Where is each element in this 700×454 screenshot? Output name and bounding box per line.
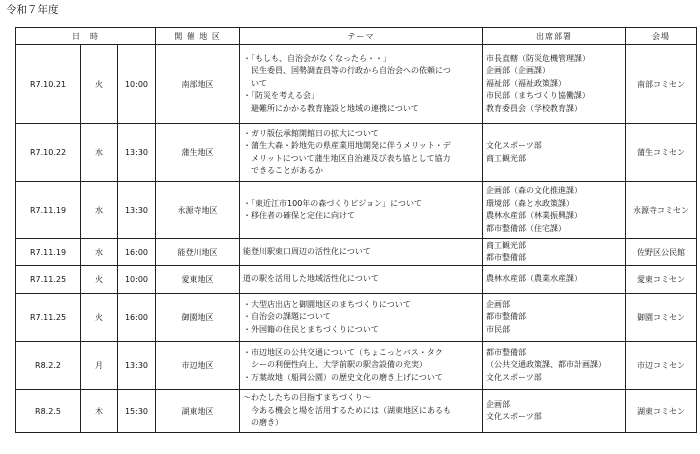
table-row <box>16 45 697 124</box>
time-cell: 10:00 <box>118 45 156 124</box>
dept-line: 企画部（企画課） <box>486 66 551 76</box>
theme-line: 民生委員、国勢調査員等の行政から自治会への依頼につ <box>243 66 451 76</box>
dept-line: 文化スポーツ部 <box>486 412 542 421</box>
venue-cell: 御園コミセン <box>626 294 697 342</box>
dept-line: 商工観光部 <box>486 153 527 163</box>
area-cell: 蒲生地区 <box>156 124 240 182</box>
schedule-table <box>15 27 697 433</box>
dept-line: 企画部（森の文化推進課） <box>486 186 583 195</box>
header-area: 開 催 地 区 <box>156 28 240 45</box>
weekday-cell: 水 <box>81 239 118 266</box>
table-row <box>16 390 697 433</box>
dept-line: 農林水産部（農業水産課） <box>486 274 583 284</box>
theme-line: ・大型店出店と御園地区のまちづくりについて <box>243 299 411 309</box>
date-cell: R7.11.19 <box>16 239 81 266</box>
theme-cell <box>240 294 483 342</box>
theme-line: の磨き） <box>243 418 284 428</box>
date-cell: R7.10.21 <box>16 45 81 124</box>
area-cell: 南部地区 <box>156 45 240 124</box>
dept-line: 文化スポーツ部 <box>486 141 542 150</box>
dept-cell <box>483 342 626 390</box>
time-cell: 16:00 <box>118 294 156 342</box>
dept-cell <box>483 294 626 342</box>
dept-cell <box>483 239 626 266</box>
date-cell: R7.11.25 <box>16 294 81 342</box>
dept-line: 教育委員会（学校教育課） <box>486 103 583 113</box>
theme-cell <box>240 45 483 124</box>
theme-line: できることがあるか <box>243 166 324 175</box>
theme-cell <box>240 342 483 390</box>
weekday-cell: 火 <box>81 45 118 124</box>
theme-line: ・「東近江市100年の森づくりビジョン」について <box>243 198 422 208</box>
theme-line: メリットについて蒲生地区自治連及び表ち協として協力 <box>243 153 451 163</box>
header-date: 日 時 <box>16 28 156 45</box>
area-cell: 御園地区 <box>156 294 240 342</box>
table-row <box>16 239 697 266</box>
weekday-cell: 水 <box>81 124 118 182</box>
theme-line: ・移住者の確保と定住に向けて <box>243 211 356 220</box>
theme-cell <box>240 266 483 294</box>
dept-line: 市長直轄（防災危機管理課） <box>486 53 591 63</box>
venue-cell: 永源寺コミセン <box>626 182 697 239</box>
header-dept: 出席部署 <box>483 28 626 45</box>
table-row <box>16 294 697 342</box>
theme-line: ・「防災を考える会」 <box>243 91 320 101</box>
dept-line: 都市整備部 <box>486 347 527 357</box>
weekday-cell: 火 <box>81 294 118 342</box>
time-cell: 10:00 <box>118 266 156 294</box>
dept-line: 企画部 <box>486 399 511 409</box>
dept-line: 市民部（まちづくり協働課） <box>486 91 590 101</box>
area-cell: 市辺地区 <box>156 342 240 390</box>
dept-line: 文化スポーツ部 <box>486 372 542 382</box>
venue-cell: 湖東コミセン <box>626 390 697 433</box>
dept-cell <box>483 45 626 124</box>
header-theme: テーマ <box>240 28 483 45</box>
venue-cell: 蒲生コミセン <box>626 124 697 182</box>
theme-line: ・外国籍の住民とまちづくりについて <box>243 324 379 334</box>
area-cell: 愛東地区 <box>156 266 240 294</box>
table-row <box>16 342 697 390</box>
venue-cell: 愛東コミセン <box>626 266 697 294</box>
time-cell: 13:30 <box>118 342 156 390</box>
weekday-cell: 月 <box>81 342 118 390</box>
dept-line: 福祉部（福祉政策課） <box>486 78 567 88</box>
schedule-body <box>16 45 697 433</box>
header-venue: 会場 <box>626 28 697 45</box>
theme-cell <box>240 239 483 266</box>
table-row <box>16 266 697 294</box>
area-cell: 能登川地区 <box>156 239 240 266</box>
dept-line: 市民部 <box>486 324 511 334</box>
weekday-cell: 木 <box>81 390 118 433</box>
area-cell: 湖東地区 <box>156 390 240 433</box>
theme-line: ・ガリ版伝承館開館日の拡大について <box>243 128 379 138</box>
theme-line: ・蒲生大森・鈴地先の県産業用地開発に伴うメリット・デ <box>243 141 451 150</box>
theme-line: ～わたしたちの目指すまちづくり～ <box>243 393 371 403</box>
time-cell: 15:30 <box>118 390 156 433</box>
dept-cell <box>483 390 626 433</box>
dept-cell <box>483 182 626 239</box>
date-cell: R7.11.19 <box>16 182 81 239</box>
theme-cell <box>240 390 483 433</box>
time-cell: 13:30 <box>118 124 156 182</box>
dept-line: （公共交通政策課、都市計画課） <box>486 360 607 370</box>
header-row <box>16 28 697 45</box>
time-cell: 13:30 <box>118 182 156 239</box>
dept-line: 都市整備部 <box>486 312 527 322</box>
dept-line: 都市整備部（住宅課） <box>486 223 567 233</box>
theme-line: ・万葉故地（船岡公園）の歴史文化の磨き上げについて <box>243 372 443 382</box>
weekday-cell: 水 <box>81 182 118 239</box>
venue-cell: 佐野区公民館 <box>626 239 697 266</box>
table-row <box>16 182 697 239</box>
dept-cell <box>483 266 626 294</box>
theme-line: 道の駅を活用した地域活性化について <box>243 274 379 284</box>
date-cell: R8.2.2 <box>16 342 81 390</box>
date-cell: R7.11.25 <box>16 266 81 294</box>
area-cell: 永源寺地区 <box>156 182 240 239</box>
dept-line: 環境部（森と水政策課） <box>486 198 575 208</box>
weekday-cell: 火 <box>81 266 118 294</box>
document-title: 令和７年度 <box>6 4 59 16</box>
time-cell: 16:00 <box>118 239 156 266</box>
theme-line: ・「もしも、自治会がなくなったら・・」 <box>243 53 392 63</box>
theme-line: いて <box>243 78 268 88</box>
venue-cell: 市辺コミセン <box>626 342 697 390</box>
table-row <box>16 124 697 182</box>
dept-line: 企画部 <box>486 299 511 309</box>
theme-line: ・市辺地区の公共交通について（ちょこっとバス・タク <box>243 347 443 357</box>
theme-line: 能登川駅東口周辺の活性化について <box>243 246 371 256</box>
dept-line: 農林水産部（林業振興課） <box>486 211 583 220</box>
dept-line: 商工観光部 <box>486 240 527 250</box>
date-cell: R7.10.22 <box>16 124 81 182</box>
dept-line: 都市整備部 <box>486 253 527 262</box>
date-cell: R8.2.5 <box>16 390 81 433</box>
theme-line: 避難所にかかる教育施設と地域の連携について <box>243 103 419 113</box>
theme-line: シーの利便性向上、大学前駅の駅舎設備の充実） <box>243 360 428 370</box>
venue-cell: 南部コミセン <box>626 45 697 124</box>
theme-line: 今ある機会と場を活用するためには（湖東地区にあるも <box>243 405 452 415</box>
theme-line: ・自治会の課題について <box>243 312 331 322</box>
theme-cell <box>240 182 483 239</box>
theme-cell <box>240 124 483 182</box>
dept-cell <box>483 124 626 182</box>
